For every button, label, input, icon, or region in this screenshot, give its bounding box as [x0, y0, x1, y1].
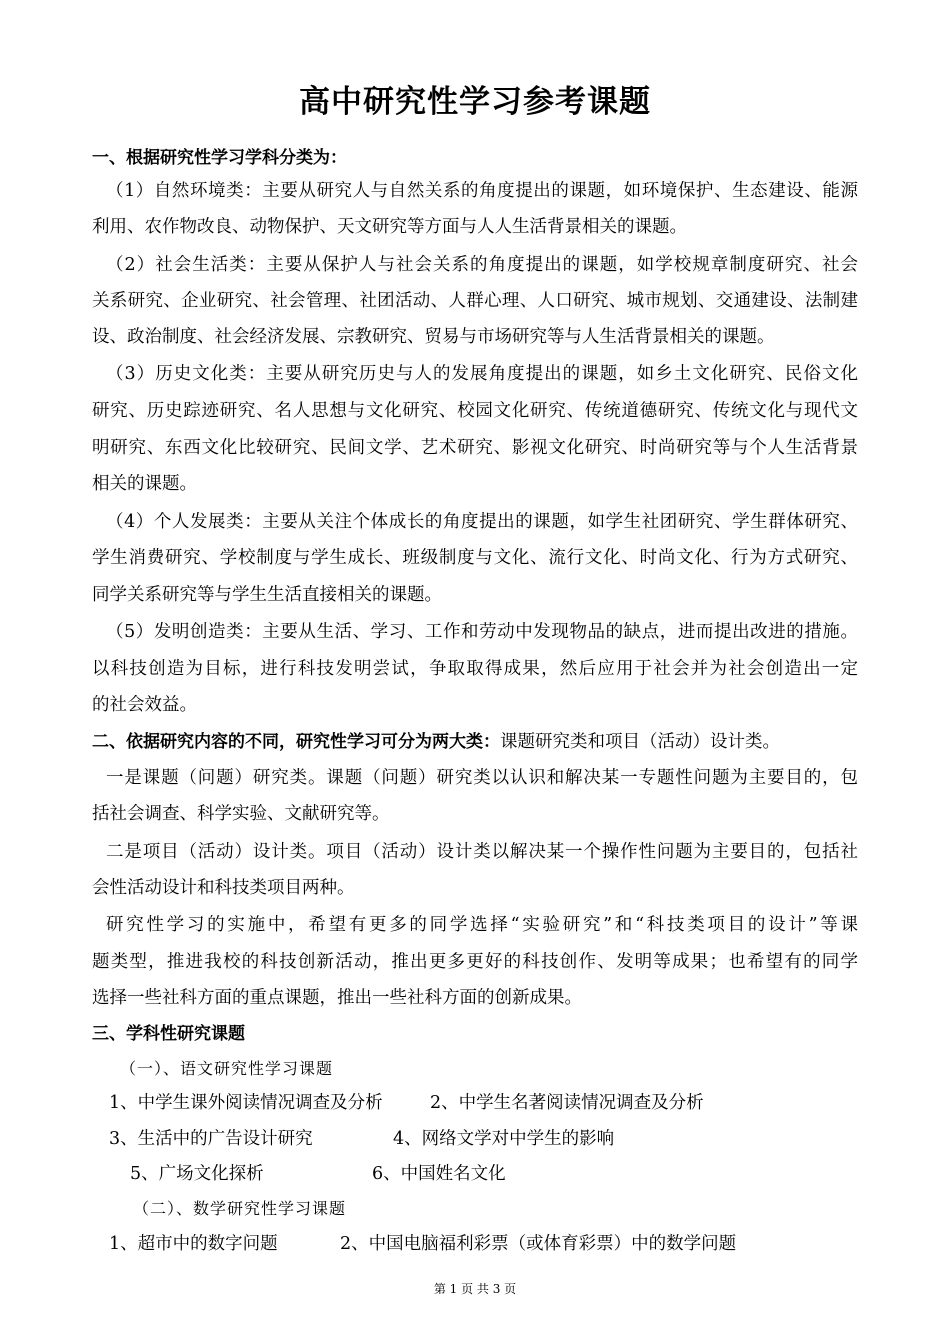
section-2-heading-bold: 二、依据研究内容的不同，研究性学习可分为两大类：: [92, 732, 500, 752]
section-2-heading-rest: 课题研究类和项目（活动）设计类。: [500, 732, 780, 752]
topic-item: 1、超市中的数字问题: [109, 1234, 278, 1254]
section-1-line: 以科技创造为目标，进行科技发明尝试，争取取得成果，然后应用于社会并为社会创造出一定: [92, 659, 858, 679]
math-topics-label: （二）、数学研究性学习课题: [133, 1199, 347, 1218]
section-2-line: 选择一些社科方面的重点课题，推出一些社科方面的创新成果。: [92, 988, 582, 1008]
section-2-line: 会性活动设计和科技类项目两种。: [92, 878, 355, 898]
section-1-line: 同学关系研究等与学生生活直接相关的课题。: [92, 585, 442, 605]
topic-item: 6、中国姓名文化: [372, 1164, 506, 1184]
section-1-heading: 一、根据研究性学习学科分类为：: [92, 148, 347, 168]
section-2-line: 研究性学习的实施中，希望有更多的同学选择“实验研究”和“科技类项目的设计”等课: [106, 915, 858, 935]
topic-item: 5、广场文化探析: [130, 1164, 264, 1184]
section-1-line: （3）历史文化类：主要从研究历史与人的发展角度提出的课题，如乡土文化研究、民俗文化: [106, 364, 858, 384]
section-2-line: 括社会调查、科学实验、文献研究等。: [92, 804, 390, 824]
topic-item: 4、网络文学对中学生的影响: [393, 1129, 615, 1149]
section-1-line: （1）自然环境类：主要从研究人与自然关系的角度提出的课题，如环境保护、生态建设、能源: [106, 181, 858, 201]
section-1-line: 利用、农作物改良、动物保护、天文研究等方面与人人生活背景相关的课题。: [92, 217, 687, 237]
section-1-line: 设、政治制度、社会经济发展、宗教研究、贸易与市场研究等与人生活背景相关的课题。: [92, 327, 775, 347]
section-1-line: （2）社会生活类：主要从保护人与社会关系的角度提出的课题，如学校规章制度研究、社会: [106, 255, 858, 275]
section-3-heading: 三、学科性研究课题: [92, 1024, 245, 1044]
section-1-line: （4）个人发展类：主要从关注个体成长的角度提出的课题，如学生社团研究、学生群体研究、: [106, 512, 858, 532]
section-2-line: 题类型，推进我校的科技创新活动，推出更多更好的科技创作、发明等成果；也希望有的同学: [92, 952, 858, 972]
section-1-line: 研究、历史踪迹研究、名人思想与文化研究、校园文化研究、传统道德研究、传统文化与现代文: [92, 401, 858, 421]
section-1-line: 明研究、东西文化比较研究、民间文学、艺术研究、影视文化研究、时尚研究等与个人生活背景: [92, 438, 858, 458]
topic-item: 3、生活中的广告设计研究: [109, 1129, 313, 1149]
section-1-line: 关系研究、企业研究、社会管理、社团活动、人群心理、人口研究、城市规划、交通建设、法制建: [92, 291, 858, 311]
topic-item: 2、中国电脑福利彩票（或体育彩票）中的数学问题: [340, 1234, 737, 1254]
document-title: 高中研究性学习参考课题: [299, 84, 651, 120]
section-2-line: 二是项目（活动）设计类。项目（活动）设计类以解决某一个操作性问题为主要目的，包括社: [106, 842, 858, 862]
section-1-line: 相关的课题。: [92, 474, 197, 494]
section-1-line: （5）发明创造类：主要从生活、学习、工作和劳动中发现物品的缺点，进而提出改进的措施。: [106, 622, 858, 642]
page-footer: 第 1 页 共 3 页: [433, 1282, 517, 1296]
section-1-line: 的社会效益。: [92, 695, 197, 715]
section-2-heading: [92, 730, 780, 754]
section-2-line: 一是课题（问题）研究类。课题（问题）研究类以认识和解决某一专题性问题为主要目的，包: [106, 768, 858, 788]
section-1-line: 学生消费研究、学校制度与学生成长、班级制度与文化、流行文化、时尚文化、行为方式研究、: [92, 548, 858, 568]
topic-item: 1、中学生课外阅读情况调查及分析: [109, 1093, 383, 1113]
chinese-topics-label: （一）、语文研究性学习课题: [120, 1059, 334, 1078]
topic-item: 2、中学生名著阅读情况调查及分析: [430, 1093, 704, 1113]
